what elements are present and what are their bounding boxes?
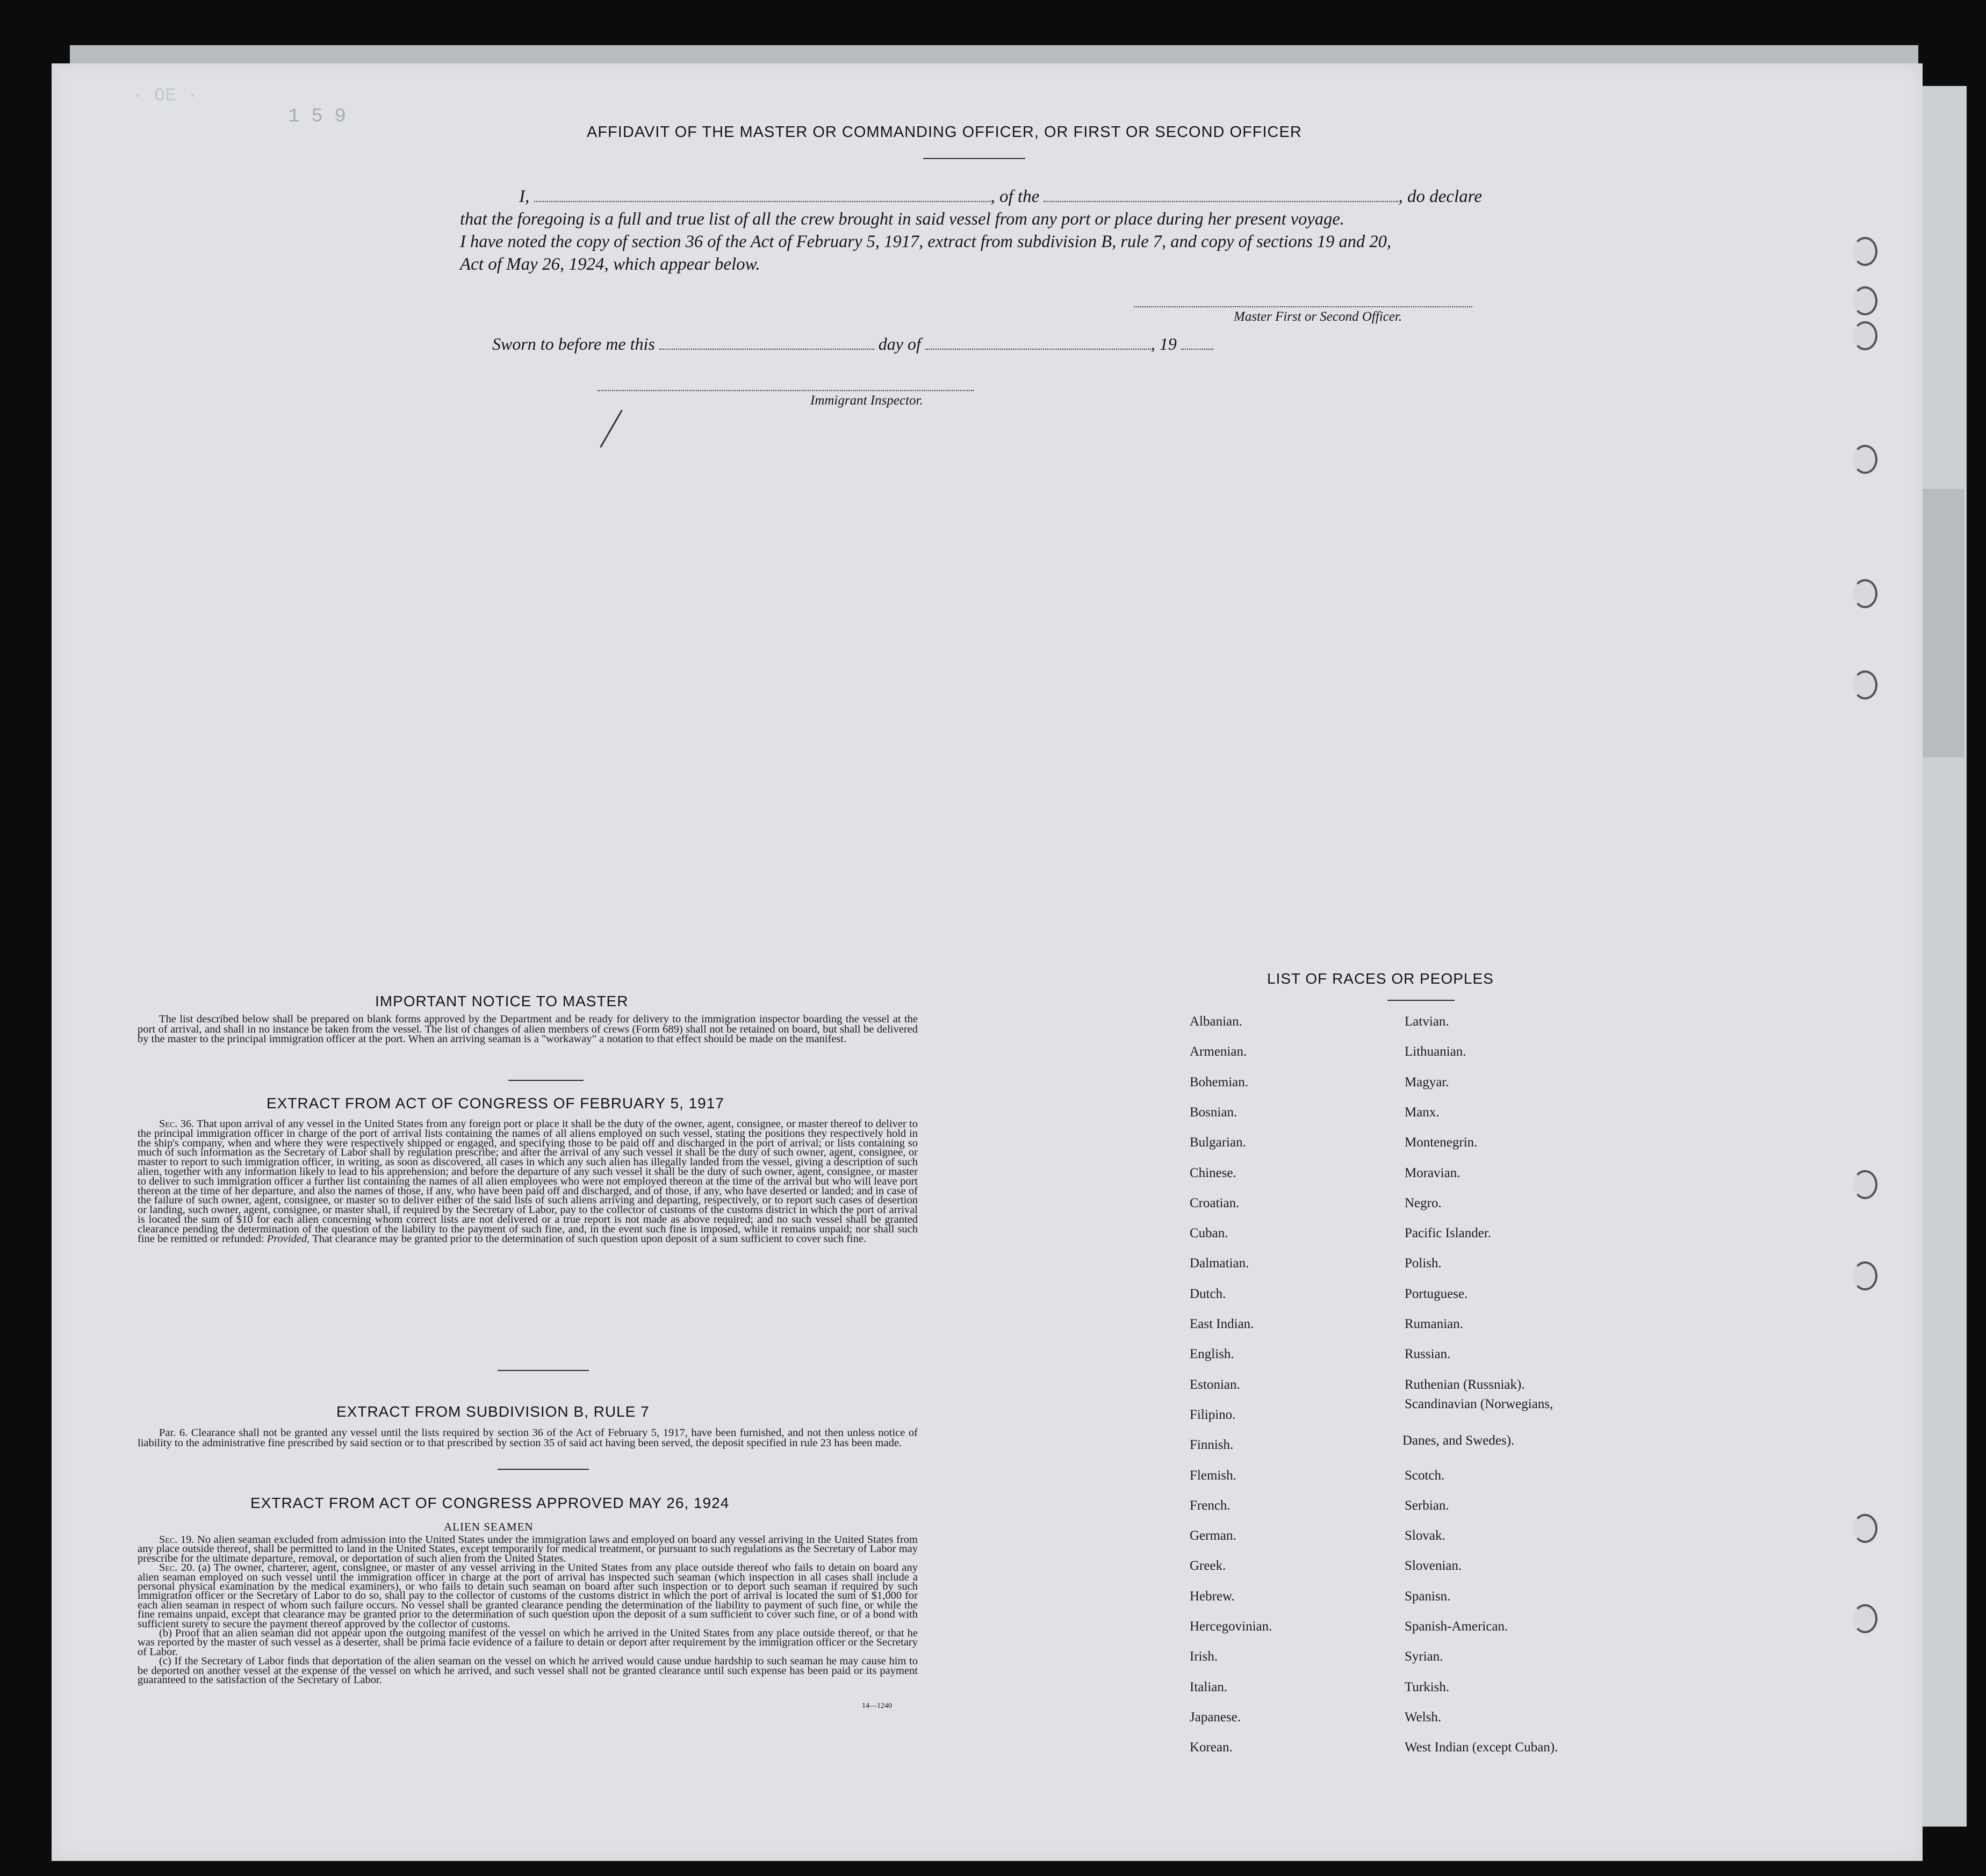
sec-19-text: No alien seaman excluded from admission into the United States under the immigration laws and employed on board any vessel arriving in the United States from any place outside thereof, shall be permitted to land in the United States, except temporarily for medical treatment, or pursuant to such regulations as the Secretary of Labor may prescribe for the ultimate departure, removal, or deportation of such alien from the United States.: [138, 1534, 918, 1564]
day-of-text: day of: [878, 334, 921, 353]
race-item: Bulgarian.: [1190, 1135, 1246, 1150]
race-item: Latvian.: [1405, 1014, 1449, 1029]
race-item: Rumanian.: [1405, 1317, 1464, 1331]
races-title: LIST OF RACES OR PEOPLES: [1267, 970, 1494, 987]
name-field[interactable]: [534, 189, 991, 202]
master-signature-field[interactable]: [1134, 306, 1472, 307]
race-item-continuation: Danes, and Swedes).: [1402, 1433, 1515, 1448]
binder-hole-icon: [1853, 1514, 1877, 1543]
race-item: Filipino.: [1190, 1407, 1236, 1422]
pen-mark: [600, 410, 623, 448]
race-item: Estonian.: [1190, 1377, 1240, 1392]
bleed-through-text: 1 5 9: [288, 105, 347, 127]
race-item: Serbian.: [1405, 1498, 1449, 1513]
rule-7-title: EXTRACT FROM SUBDIVISION B, RULE 7: [336, 1403, 650, 1420]
notice-text: [138, 1014, 918, 1044]
affidavit-line-1: [460, 187, 1551, 207]
race-item: Negro.: [1405, 1195, 1442, 1210]
race-item: Ruthenian (Russniak).: [1405, 1377, 1525, 1392]
binder-hole-icon: [1853, 286, 1877, 315]
affidavit-i: I,: [519, 187, 530, 206]
affidavit-title: AFFIDAVIT OF THE MASTER OR COMMANDING OFFICER, OR FIRST OR SECOND OFFICER: [587, 124, 1302, 141]
binder-hole-icon: [1853, 321, 1877, 350]
affidavit-do-declare: , do declare: [1398, 187, 1482, 206]
race-item: Irish.: [1190, 1649, 1218, 1664]
race-item: East Indian.: [1190, 1317, 1254, 1331]
race-item: Montenegrin.: [1405, 1135, 1478, 1150]
race-item: Slovenian.: [1405, 1558, 1462, 1574]
race-item: Magyar.: [1405, 1074, 1449, 1089]
race-item: Bohemian.: [1190, 1074, 1249, 1089]
notice-paragraph: The list described below shall be prepared on blank forms approved by the Department and be ready for delivery to the immigration inspector boarding the vessel at the port of arrival, and shall in no instance be taken from the vessel. The list of changes of alien members of crews (Form 689) shall not be retained on board, but shall be delivered by the master to the principal immigration officer at the port. When an arriving seaman is a "workaway" a notation to that effect should be made on the manifest.: [138, 1013, 918, 1045]
form-number: 14—1240: [862, 1702, 892, 1710]
race-item: Hercegovinian.: [1190, 1619, 1272, 1634]
race-item: Moravian.: [1405, 1165, 1460, 1180]
rule-7-rule: [498, 1469, 589, 1470]
binder-hole-icon: [1853, 670, 1877, 699]
provided-word: Provided,: [267, 1232, 310, 1245]
bleed-through-text: · OE ·: [132, 86, 198, 106]
sec-36-label: Sec. 36.: [159, 1118, 195, 1130]
race-item: Spanish-American.: [1405, 1619, 1508, 1634]
vessel-field[interactable]: [1044, 189, 1398, 202]
binder-hole-icon: [1853, 1604, 1877, 1633]
race-item: Hebrew.: [1190, 1589, 1235, 1604]
race-item: Welsh.: [1405, 1709, 1442, 1725]
sworn-day-field[interactable]: [659, 337, 874, 350]
race-item: Chinese.: [1190, 1165, 1236, 1180]
extract-1917-rule: [498, 1370, 589, 1371]
race-item: Syrian.: [1405, 1649, 1443, 1664]
race-item: Polish.: [1405, 1256, 1442, 1271]
sec-20-a-text: (a) The owner, charterer, agent, consignee, or master of any vessel arriving in the United States from any place outside thereof who fails to detain on board any alien seaman employed on such vessel until the immigration officer in charge at the port of arrival has inspected such seaman (which inspection in all cases shall include a personal physical examination by the medical examiners), or who fails to detain such seaman on board after such inspection or to deport such seaman if required by such immigration officer or the Secretary of Labor to do so, shall pay to the collector of customs of the customs district in which the port of arrival is located the sum of $1,000 for each alien seaman in respect of whom such failure occurs. No vessel shall be granted clearance pending the determination of the liability to payment of such fine, or while the fine remains unpaid, except that clearance may be granted prior to the determination of such question upon the deposit of a sum sufficient to cover such fine, or of a bond with sufficient surety to secure the payment thereof approved by the collector of customs.: [138, 1562, 918, 1630]
race-item: Lithuanian.: [1405, 1044, 1466, 1059]
race-item: Dutch.: [1190, 1286, 1226, 1301]
inspector-signature-label: Immigrant Inspector.: [810, 393, 923, 408]
sec-19-label: Sec. 19.: [159, 1534, 195, 1546]
year-prefix: , 19: [1150, 334, 1177, 353]
race-item: Scotch.: [1405, 1468, 1445, 1483]
sworn-line: [492, 334, 1583, 354]
alien-seamen-subtitle: ALIEN SEAMEN: [444, 1520, 534, 1533]
binder-hole-icon: [1853, 1170, 1877, 1199]
sec-20-c-text: (c) If the Secretary of Labor finds that deportation of the alien seaman on the vessel on which he arrived would cause undue hardship to such seaman he may cause him to be deported on another vessel at the expense of the vessel on which he arrived, and such vessel shall not be granted clearance until such expense has been paid or its payment guaranteed to the satisfaction of the Secretary of Labor.: [138, 1655, 918, 1686]
race-item: Flemish.: [1190, 1468, 1236, 1483]
race-item: Finnish.: [1190, 1438, 1234, 1453]
race-item: West Indian (except Cuban).: [1405, 1740, 1558, 1755]
races-title-rule: [1387, 1000, 1455, 1001]
sec-20-b-text: (b) Proof that an alien seaman did not appear upon the outgoing manifest of the vessel on which he arrived in the United States from any place outside thereof, or that he was reported by the master of such vessel as a deserter, shall be prima facie evidence of a failure to detain or deport after requirement by the immigration officer or the Secretary of Labor.: [138, 1627, 918, 1658]
race-item: Greek.: [1190, 1558, 1226, 1574]
race-item: Pacific Islander.: [1405, 1226, 1492, 1241]
extract-1917-text: [138, 1120, 918, 1244]
affidavit-title-rule: [923, 158, 1025, 159]
race-item: Cuban.: [1190, 1226, 1228, 1241]
sworn-text: Sworn to before me this: [492, 334, 655, 353]
race-item: Russian.: [1405, 1347, 1451, 1362]
race-item: Bosnian.: [1190, 1105, 1237, 1120]
race-item: Scandinavian (Norwegians,: [1405, 1396, 1553, 1411]
extract-1924-text: [138, 1535, 918, 1685]
race-item: Spanisn.: [1405, 1589, 1451, 1604]
race-item: Croatian.: [1190, 1195, 1240, 1210]
rule-7-text: [138, 1428, 918, 1448]
rule-7-paragraph: Par. 6. Clearance shall not be granted any vessel until the lists required by section 36 of the Act of February 5, 1917, have been furnished, and not then unless notice of liability to the administrative fine prescribed by said section or to that prescribed by section 35 of said act having been served, the deposit specified in rule 23 has been made.: [138, 1427, 918, 1449]
affidavit-of-the: , of the: [990, 187, 1040, 206]
affidavit-line-2: that the foregoing is a full and true list of all the crew brought in said vessel from any port or place during her present voyage.: [460, 210, 1344, 229]
race-item: Manx.: [1405, 1105, 1440, 1120]
sec-36-text: That upon arrival of any vessel in the United States from any foreign port or place it shall be the duty of the owner, agent, consignee, or master thereof to deliver to the principal immigration officer in charge of the port of arrival lists containing the names of all aliens employed on such vessel, stating the positions they respectively hold in the ship's company, when and where they were respectively shipped or engaged, and specifying those to be paid off and discharged in the port of arrival; or lists containing so much of such information as the Secretary of Labor shall by regulation prescribe; and after the arrival of any such vessel it shall be the duty of such owner, agent, consignee, or master to report to such immigration officer, in writing, as soon as discovered, all cases in which any such alien has illegally landed from the vessel, giving a description of such alien, together with any information likely to lead to his apprehension; and before the departure of any such vessel it shall be the duty of such owner, agent, consignee, or master to deliver to such immigration officer a further list containing the names of all alien employees who were not employed thereon at the time of the arrival but who will leave port thereon at the time of her departure, and also the names of those, if any, who have been paid off and discharged, and of those, if any, who have deserted or landed; and in case of the failure of such owner, agent, consignee, or master so to deliver either of the said lists of such aliens arriving and departing, respectively, or to report such cases of desertion or landing, such owner, agent, consignee, or master shall, if required by the Secretary of Labor, pay to the collector of customs of the customs district in which the port of arrival is located the sum of $10 for each alien concerning whom correct lists are not delivered or a true report is not made as above required; and no such vessel shall be granted clearance pending the determination of the question of the liability to the payment of such fine, and, in the event such fine is imposed, while it remains unpaid; nor shall such fine be remitted or refunded:: [138, 1118, 918, 1245]
notice-title: IMPORTANT NOTICE TO MASTER: [375, 993, 629, 1009]
extract-1924-title: EXTRACT FROM ACT OF CONGRESS APPROVED MAY 26, 1924: [250, 1495, 730, 1511]
binder-hole-icon: [1853, 579, 1877, 608]
master-signature-label: Master First or Second Officer.: [1234, 309, 1402, 324]
affidavit-line-4: Act of May 26, 1924, which appear below.: [460, 255, 760, 274]
underlying-page-flap: [1921, 489, 1964, 757]
sworn-month-field[interactable]: [925, 337, 1151, 350]
sworn-year-field[interactable]: [1181, 337, 1213, 350]
notice-rule: [508, 1080, 584, 1081]
race-item: Korean.: [1190, 1740, 1233, 1755]
race-item: Portuguese.: [1405, 1286, 1468, 1301]
race-item: Armenian.: [1190, 1044, 1247, 1059]
inspector-signature-field[interactable]: [598, 390, 974, 391]
binder-hole-icon: [1853, 445, 1877, 474]
race-item: German.: [1190, 1528, 1236, 1543]
race-item: Albanian.: [1190, 1014, 1242, 1029]
race-item: Japanese.: [1190, 1709, 1241, 1725]
sec-20-label: Sec. 20.: [159, 1562, 195, 1574]
binder-hole-icon: [1853, 1261, 1877, 1290]
race-item: Italian.: [1190, 1679, 1228, 1694]
race-item: Turkish.: [1405, 1679, 1450, 1694]
sec-36-tail: That clearance may be granted prior to the determination of such question upon deposit of a sum sufficient to cover such fine.: [312, 1232, 867, 1245]
race-item: English.: [1190, 1347, 1234, 1362]
extract-1917-title: EXTRACT FROM ACT OF CONGRESS OF FEBRUARY 5, 1917: [267, 1095, 724, 1112]
affidavit-line-3: I have noted the copy of section 36 of the Act of February 5, 1917, extract from subdivision B, rule 7, and copy of sections 19 and 20,: [460, 232, 1392, 251]
binder-hole-icon: [1853, 237, 1877, 266]
race-item: French.: [1190, 1498, 1231, 1513]
race-item: Dalmatian.: [1190, 1256, 1249, 1271]
race-item: Slovak.: [1405, 1528, 1445, 1543]
form-page: [52, 63, 1923, 1861]
